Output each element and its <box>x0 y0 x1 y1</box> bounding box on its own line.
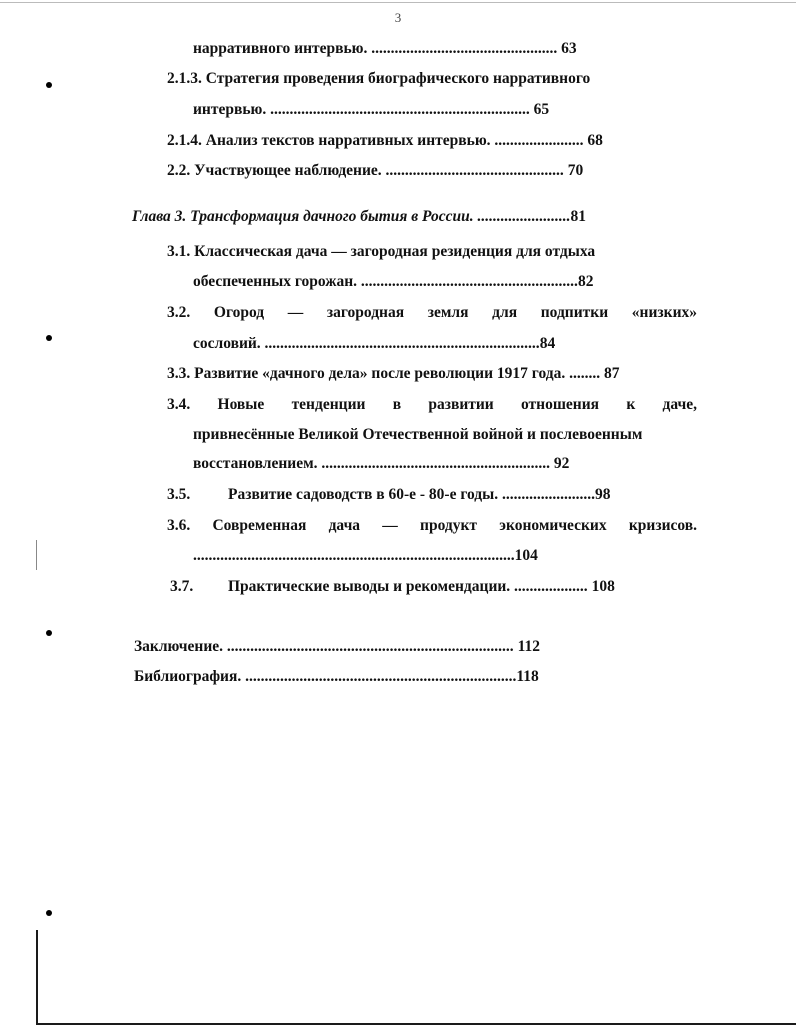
toc-entry <box>167 131 603 151</box>
toc-word: Новые <box>217 396 265 413</box>
toc-entry-text: Заключение. .......................................................................... <box>134 638 514 655</box>
toc-entry-number: 3.2. <box>167 304 191 321</box>
toc-chapter-heading <box>132 207 586 227</box>
binder-hole-4 <box>46 910 52 916</box>
toc-word: кризисов. <box>628 517 697 534</box>
toc-entry-page: 84 <box>539 335 556 352</box>
toc-entry-page: 82 <box>577 273 594 290</box>
toc-word: к <box>626 396 636 413</box>
toc-entry <box>167 485 610 505</box>
toc-entry-text: нарративного интервью. .............................................. <box>193 40 550 57</box>
toc-word: Огород <box>213 304 265 321</box>
toc-entry-page: 65 <box>529 101 550 118</box>
toc-entry-text: интервью. ................................................................... <box>193 101 530 118</box>
toc-word: для <box>492 304 518 321</box>
toc-word: — <box>287 304 304 321</box>
toc-word: «низких» <box>631 304 697 321</box>
toc-entry <box>167 303 697 323</box>
toc-word: отношения <box>521 396 600 413</box>
toc-entry-text: Развитие садоводств в 60-е - 80-е годы. ........................ <box>228 486 595 503</box>
toc-entry-page: .. 63 <box>549 40 577 57</box>
toc-entry <box>170 577 615 597</box>
toc-word: тенденции <box>291 396 366 413</box>
toc-word: — <box>382 517 398 534</box>
toc-word: земля <box>427 304 469 321</box>
toc-entry-text: 3.1. Классическая дача — загородная резиденция для отдыха <box>167 243 596 260</box>
toc-entry-text: сословий. ....................................................................... <box>193 335 540 352</box>
scan-edge-bottom <box>36 1023 796 1025</box>
toc-entry <box>134 667 539 687</box>
toc-entry-page: 68 <box>583 132 603 149</box>
toc-entry-text: 3.3. Развитие «дачного дела» после революции 1917 года. ........ <box>167 365 601 382</box>
toc-entry-number: 3.6. <box>167 517 191 534</box>
toc-entry-page: 81 <box>570 208 586 225</box>
toc-entry-text: 2.1.3. Стратегия проведения биографического нарративного <box>167 70 591 87</box>
toc-entry <box>193 334 555 354</box>
toc-entry <box>193 546 538 566</box>
toc-entry-text: обеспеченных горожан. ........................................................ <box>193 273 578 290</box>
toc-entry-text: восстановлением. ........................................................... <box>193 455 551 472</box>
binder-hole-2 <box>46 335 52 341</box>
toc-entry-page: 92 <box>550 455 570 472</box>
toc-word: развитии <box>428 396 494 413</box>
toc-entry <box>134 637 540 657</box>
toc-entry <box>167 364 619 384</box>
toc-word: подпитки <box>540 304 609 321</box>
toc-entry <box>193 39 577 59</box>
toc-entry <box>167 516 697 536</box>
toc-entry-number: 3.4. <box>167 396 191 413</box>
toc-entry-page: 104 <box>514 547 538 564</box>
toc-entry-text: 2.2. Участвующее наблюдение. .............................................. <box>167 162 564 179</box>
toc-word: Современная <box>212 517 307 534</box>
toc-entry-page: 70 <box>563 162 584 179</box>
toc-word: даче, <box>662 396 697 413</box>
toc-word: загородная <box>326 304 405 321</box>
scan-edge-top <box>0 2 796 3</box>
toc-entry-text: 2.1.4. Анализ текстов нарративных интервью. ....................... <box>167 132 584 149</box>
toc-entry-page: 98 <box>594 486 611 503</box>
toc-entry-page: 118 <box>516 668 539 685</box>
toc-word: дача <box>328 517 361 534</box>
toc-entry-number: 3.7. <box>170 578 194 595</box>
toc-entry <box>167 395 697 415</box>
toc-entry <box>167 242 595 262</box>
toc-word: продукт <box>420 517 478 534</box>
toc-entry-page: 87 <box>600 365 620 382</box>
toc-entry <box>193 425 642 445</box>
toc-entry-text: Практические выводы и рекомендации. ................... <box>228 578 588 595</box>
toc-entry-text: Глава 3. Трансформация дачного бытия в России. ........................ <box>132 208 571 225</box>
toc-entry <box>167 161 583 181</box>
scan-edge-left-faint <box>36 540 37 570</box>
toc-entry <box>193 454 569 474</box>
page-number: 3 <box>394 10 402 25</box>
scan-edge-left <box>36 930 38 1025</box>
toc-entry <box>167 69 590 89</box>
toc-entry-text: привнесённые Великой Отечественной войной и послевоенным <box>193 426 643 443</box>
toc-word: экономических <box>499 517 607 534</box>
binder-hole-3 <box>46 630 52 636</box>
toc-entry-text: Библиография. ...................................................................... <box>134 668 517 685</box>
toc-word: в <box>392 396 402 413</box>
toc-entry-text: ................................................................................... <box>193 547 515 564</box>
toc-entry <box>193 100 549 120</box>
toc-entry-page: 112 <box>513 638 540 655</box>
toc-entry-number: 3.5. <box>167 486 191 503</box>
toc-entry-page: 108 <box>587 578 615 595</box>
toc-entry <box>193 272 593 292</box>
binder-hole-1 <box>46 82 52 88</box>
